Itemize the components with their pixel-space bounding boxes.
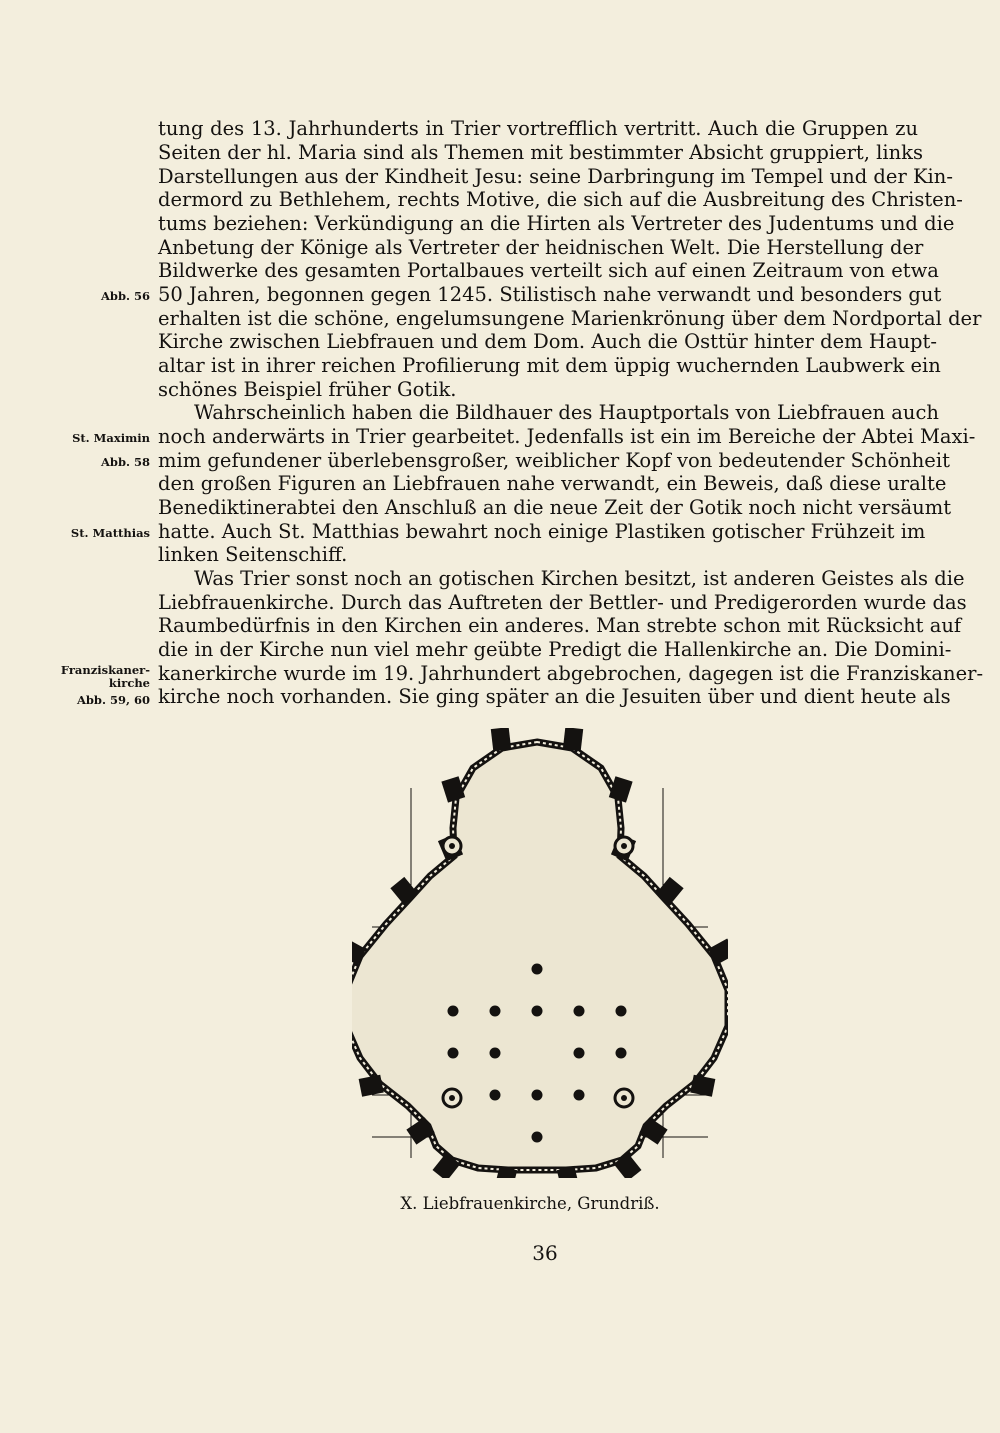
text-line: kanerkirche wurde im 19. Jahrhundert abgebrochen, dagegen ist die Franziskaner- (158, 662, 984, 685)
text-line: Bildwerke des gesamten Portalbaues verteilt sich auf einen Zeitraum von etwa (158, 259, 939, 282)
text-line: Wahrscheinlich haben die Bildhauer des Hauptportals von Liebfrauen auch (194, 401, 939, 424)
text-line: Seiten der hl. Maria sind als Themen mit bestimmter Absicht gruppiert, links (158, 141, 924, 164)
plan-buttress (491, 728, 511, 751)
text-line: tung des 13. Jahrhunderts in Trier vortrefflich vertritt. Auch die Gruppen zu (158, 117, 918, 140)
plan-pier (532, 964, 543, 975)
plan-stair-core (621, 843, 627, 849)
plan-pier (574, 1090, 585, 1101)
text-line: Anbetung der Könige als Vertreter der heidnischen Welt. Die Herstellung der (158, 236, 924, 259)
plan-walls (352, 742, 728, 1170)
margin-note-abb58: Abb. 58 (100, 455, 150, 469)
floor-plan-figure (352, 728, 728, 1178)
margin-note-kirche: kirche (108, 676, 150, 690)
text-line: 50 Jahren, begonnen gegen 1245. Stilistisch nahe verwandt und besonders gut (158, 283, 942, 306)
text-line: mim gefundener überlebensgroßer, weiblicher Kopf von bedeutender Schönheit (158, 449, 950, 472)
plan-stair-core (449, 843, 455, 849)
margin-note-franziskaner: Franziskaner- (60, 663, 150, 677)
margin-note-st-maximin: St. Maximin (72, 431, 150, 445)
text-line: Darstellungen aus der Kindheit Jesu: seine Darbringung im Tempel und der Kin- (158, 165, 953, 188)
plan-pier (490, 1048, 501, 1059)
plan-pier (616, 1048, 627, 1059)
plan-buttress (563, 728, 583, 751)
plan-pier (490, 1090, 501, 1101)
margin-note-abb59-60: Abb. 59, 60 (76, 693, 150, 707)
plan-pier (448, 1048, 459, 1059)
plan-outer-wall (352, 742, 728, 1170)
margin-note-abb56: Abb. 56 (100, 289, 150, 303)
plan-pier (574, 1048, 585, 1059)
text-line: tums beziehen: Verkündigung an die Hirten als Vertreter des Judentums und die (158, 212, 955, 235)
text-line: schönes Beispiel früher Gotik. (158, 378, 457, 401)
plan-pier (448, 1006, 459, 1017)
plan-buttress (359, 1075, 384, 1097)
text-line: altar ist in ihrer reichen Profilierung mit dem üppig wuchernden Laubwerk ein (158, 354, 941, 377)
text-line: erhalten ist die schöne, engelumsungene Marienkrönung über dem Nordportal der (158, 307, 982, 330)
plan-stair-core (449, 1095, 455, 1101)
text-line: Was Trier sonst noch an gotischen Kirchen besitzt, ist anderen Geistes als die (194, 567, 965, 590)
plan-pier (490, 1006, 501, 1017)
plan-pier (532, 1090, 543, 1101)
plan-pier (532, 1132, 543, 1143)
text-line: die in der Kirche nun viel mehr geübte Predigt die Hallenkirche an. Die Domini- (158, 638, 952, 661)
text-line: hatte. Auch St. Matthias bewahrt noch einige Plastiken gotischer Frühzeit im (158, 520, 926, 543)
text-line: linken Seitenschiff. (158, 543, 348, 566)
text-line: kirche noch vorhanden. Sie ging später an die Jesuiten über und dient heute als (158, 685, 951, 708)
text-line: Kirche zwischen Liebfrauen und dem Dom. Auch die Osttür hinter dem Haupt- (158, 330, 937, 353)
page-number: 36 (532, 1241, 558, 1265)
figure-caption: X. Liebfrauenkirche, Grundriß. (400, 1194, 660, 1213)
text-line: noch anderwärts in Trier gearbeitet. Jedenfalls ist ein im Bereiche der Abtei Maxi- (158, 425, 976, 448)
plan-pier (616, 1006, 627, 1017)
margin-note-st-matthias: St. Matthias (70, 526, 150, 540)
text-line: Benediktinerabtei den Anschluß an die neue Zeit der Gotik noch nicht versäumt (158, 496, 952, 519)
plan-buttress (690, 1075, 715, 1097)
text-line: den großen Figuren an Liebfrauen nahe verwandt, ein Beweis, daß diese uralte (158, 472, 947, 495)
plan-stair-core (621, 1095, 627, 1101)
plan-pier (574, 1006, 585, 1017)
text-line: dermord zu Bethlehem, rechts Motive, die sich auf die Ausbreitung des Christen- (158, 188, 963, 211)
text-line: Liebfrauenkirche. Durch das Auftreten der Bettler- und Predigerorden wurde das (158, 591, 967, 614)
text-line: Raumbedürfnis in den Kirchen ein anderes. Man strebte schon mit Rücksicht auf (158, 614, 962, 637)
plan-pier (532, 1006, 543, 1017)
